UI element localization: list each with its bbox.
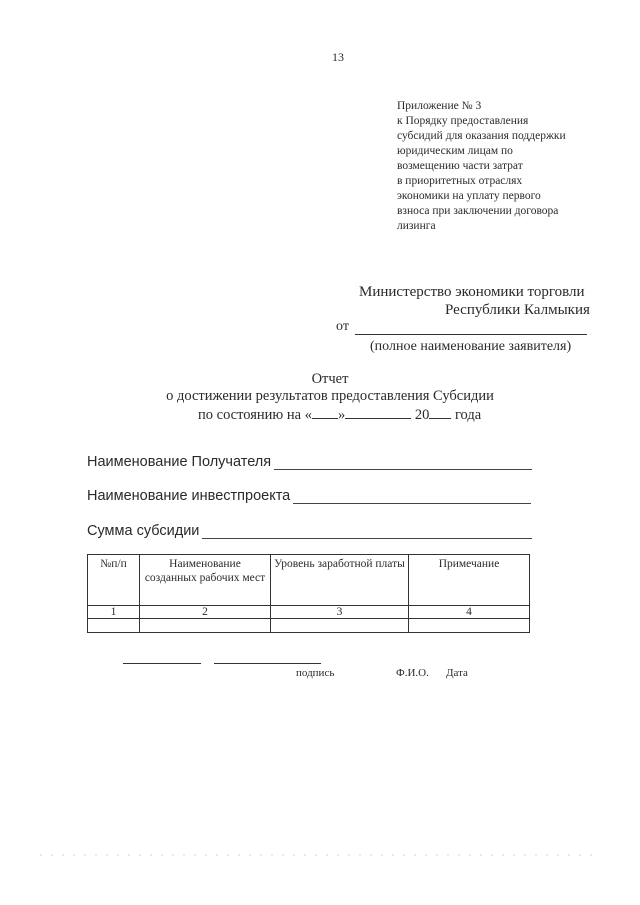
applicant-name-field[interactable] — [355, 320, 587, 335]
appendix-line: юридическим лицам по — [397, 145, 513, 157]
appendix-line: субсидий для оказания поддержки — [397, 130, 566, 142]
subsidy-field[interactable] — [202, 524, 532, 539]
table-cell[interactable] — [409, 619, 530, 633]
table-cell[interactable] — [271, 619, 409, 633]
from-label: от — [336, 319, 349, 334]
fio-line[interactable] — [214, 663, 321, 664]
date-mid: » — [337, 407, 346, 423]
col-number-3: 3 — [271, 606, 409, 619]
date-suffix: года — [454, 407, 482, 423]
fio-caption: Ф.И.О. — [396, 667, 429, 679]
project-label: Наименование инвестпроекта — [87, 488, 291, 504]
from-row — [336, 319, 587, 335]
year-field[interactable] — [429, 405, 451, 419]
subsidy-row — [87, 523, 532, 539]
table-number-row — [88, 606, 530, 619]
project-row — [87, 488, 531, 504]
project-field[interactable] — [293, 489, 531, 504]
year-prefix: 20 — [414, 407, 430, 423]
table-cell[interactable] — [88, 619, 140, 633]
appendix-line: в приоритетных отраслях — [397, 175, 523, 187]
signature-line[interactable] — [123, 663, 201, 664]
table-cell[interactable] — [140, 619, 271, 633]
col-number-1: 1 — [88, 606, 140, 619]
col-number-4: 4 — [409, 606, 530, 619]
day-field[interactable] — [312, 405, 338, 419]
subsidy-label: Сумма субсидии — [87, 523, 200, 539]
table-header-row — [88, 555, 530, 606]
month-field[interactable] — [345, 405, 411, 419]
recipient-field[interactable] — [274, 455, 532, 470]
appendix-line: Приложение № 3 — [397, 100, 482, 112]
recipient-row — [87, 454, 532, 470]
signature-caption: подпись — [296, 667, 335, 679]
report-date-row — [198, 405, 481, 424]
appendix-note — [397, 99, 566, 234]
applicant-hint: (полное наименование заявителя) — [370, 339, 572, 354]
date-caption: Дата — [446, 667, 468, 679]
col-header-note: Примечание — [409, 555, 530, 606]
date-prefix: по состоянию на « — [198, 407, 312, 423]
ministry-name-line2: Республики Калмыкия — [445, 302, 590, 318]
recipient-label: Наименование Получателя — [87, 454, 272, 470]
col-header-jobs: Наименование созданных рабочих мест — [140, 555, 271, 606]
col-number-2: 2 — [140, 606, 271, 619]
scan-artifact — [40, 854, 600, 856]
table-row — [88, 619, 530, 633]
appendix-line: к Порядку предоставления — [397, 115, 529, 127]
appendix-line: взноса при заключении договора — [397, 205, 559, 217]
ministry-name-line1: Министерство экономики торговли — [359, 284, 585, 300]
appendix-line: возмещению части затрат — [397, 160, 523, 172]
appendix-line: экономики на уплату первого — [397, 190, 541, 202]
results-table — [87, 554, 530, 633]
report-title: Отчет — [311, 371, 349, 387]
col-header-number: №п/п — [88, 555, 140, 606]
report-subtitle: о достижении результатов предоставления Субсидии — [166, 388, 494, 404]
page-number: 13 — [332, 50, 344, 64]
col-header-salary: Уровень заработной платы — [271, 555, 409, 606]
appendix-line: лизинга — [397, 220, 436, 232]
